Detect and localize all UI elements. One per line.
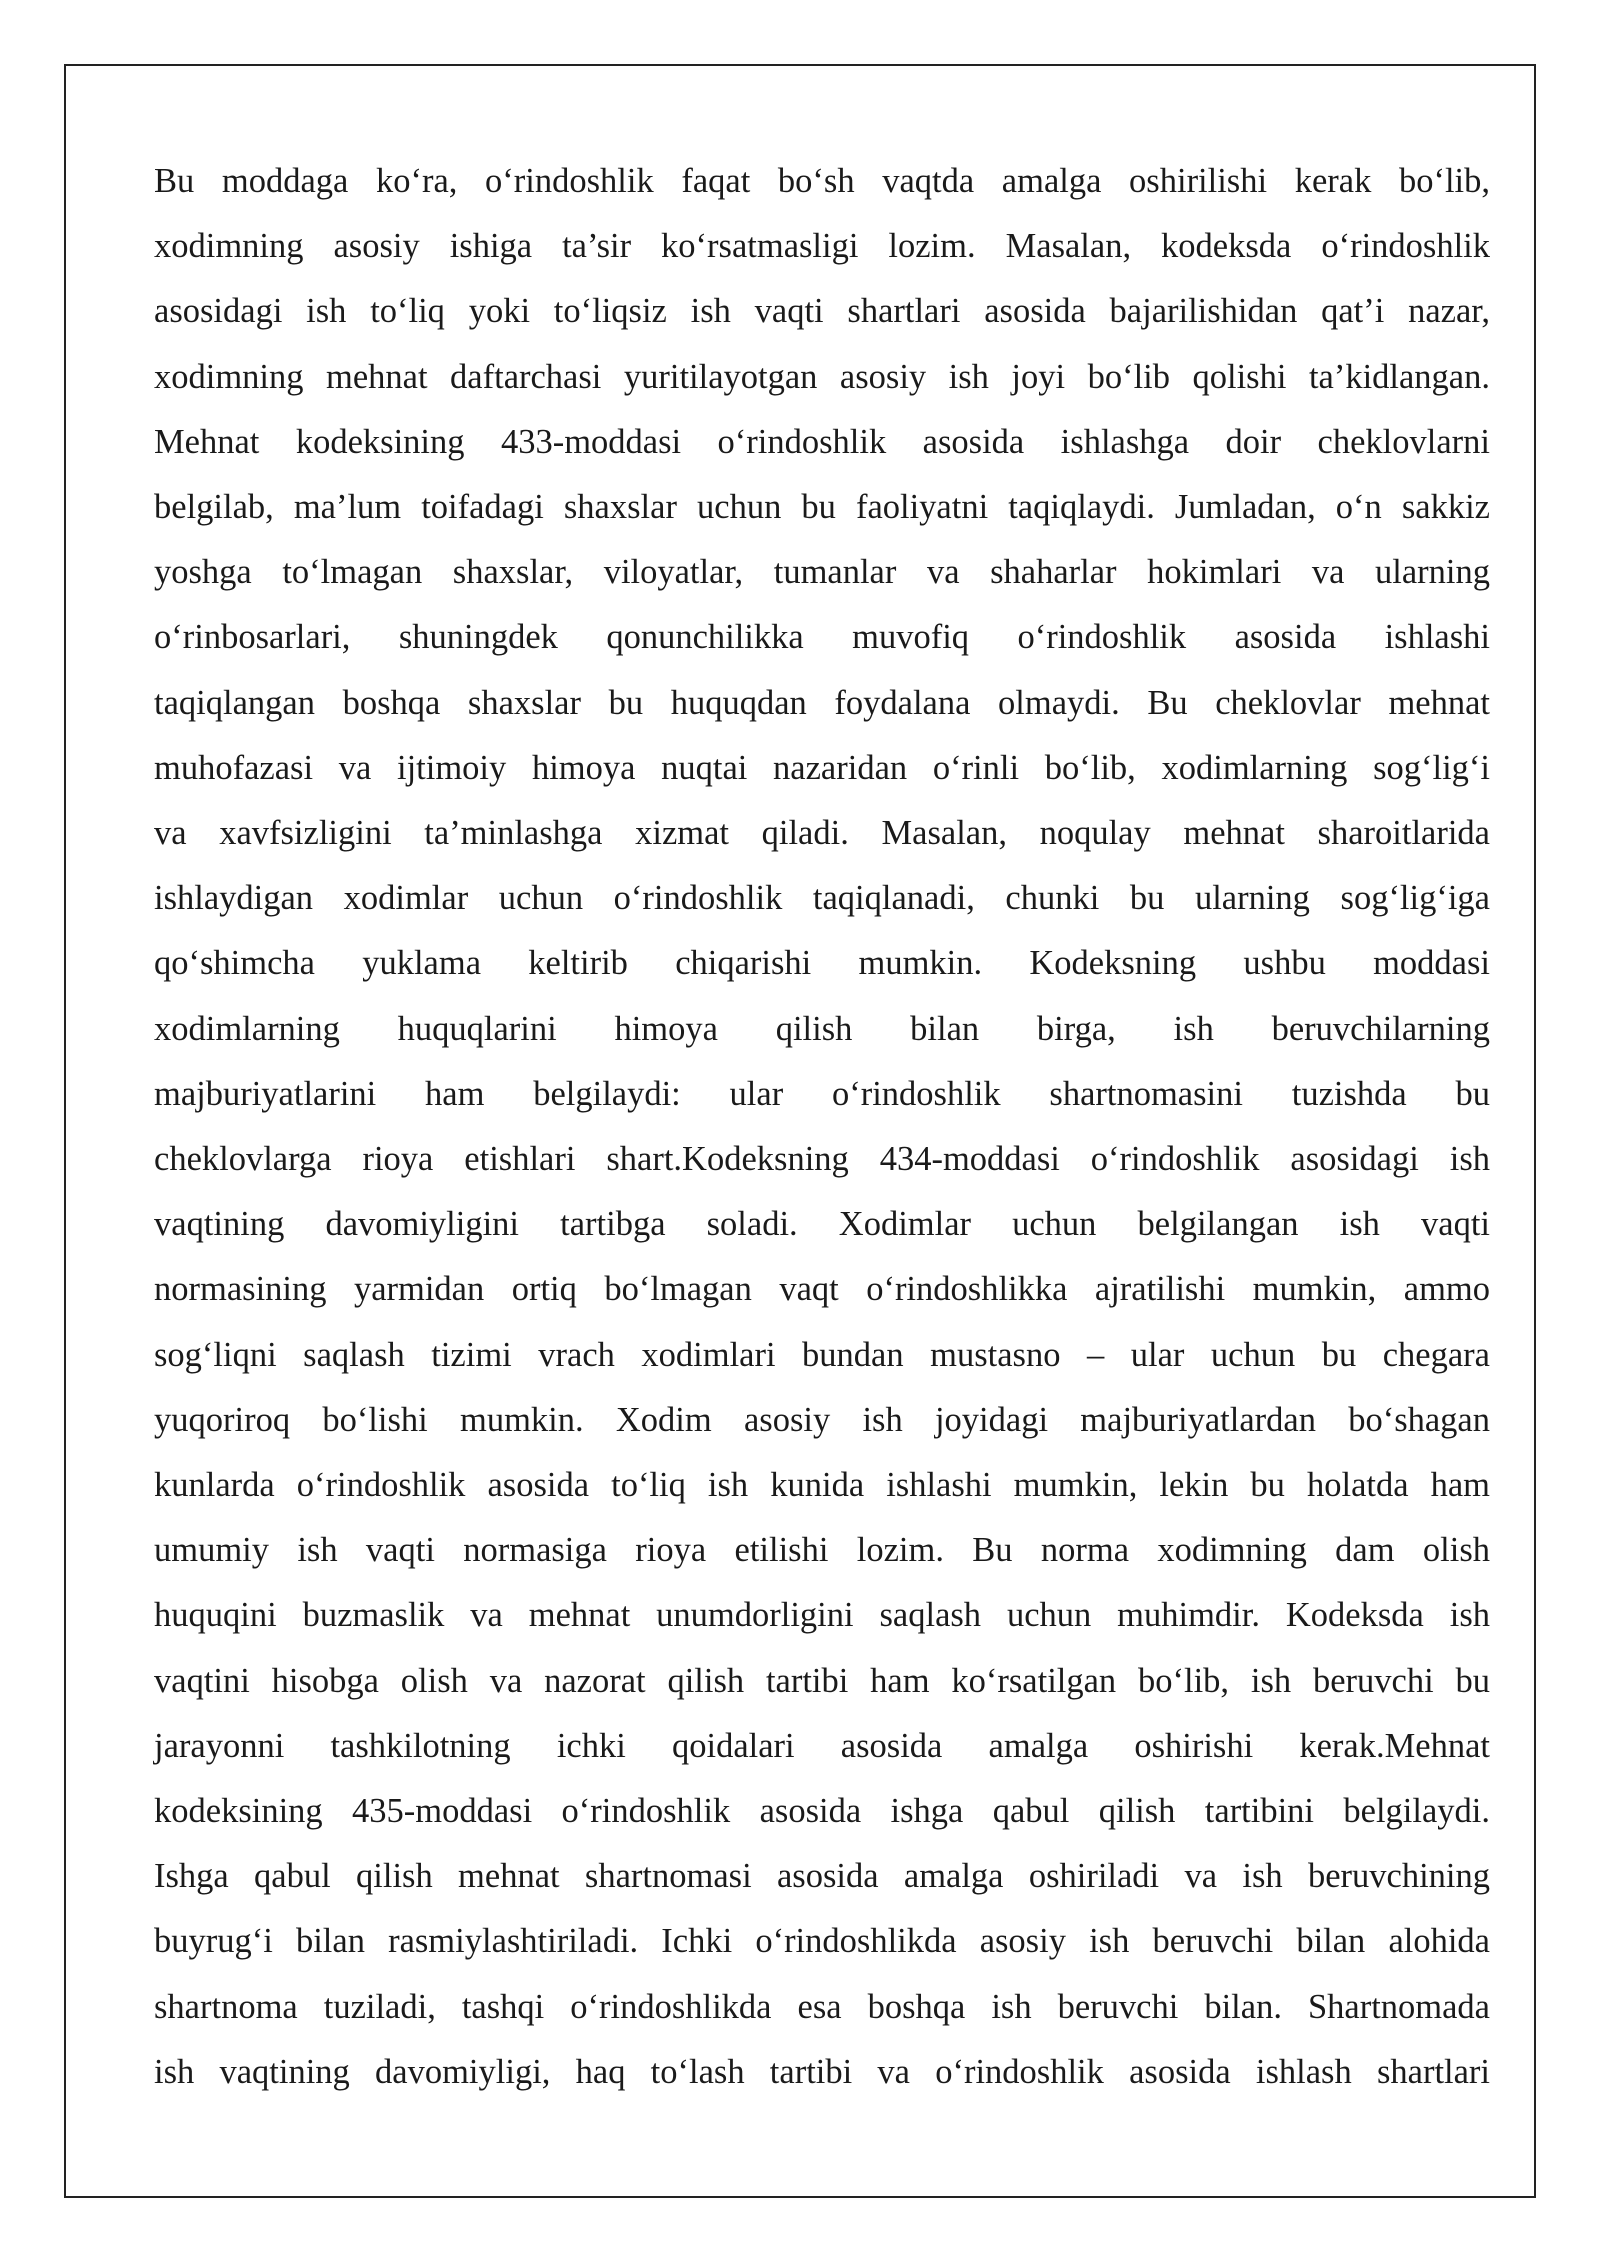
text-line: kodeksining 435-moddasi o‘rindoshlik asosida ishga qabul qilish tartibini belgilaydi. [154, 1792, 1490, 1831]
text-line: va xavfsizligini ta’minlashga xizmat qiladi. Masalan, noqulay mehnat sharoitlarida [154, 814, 1490, 853]
text-line: sog‘liqni saqlash tizimi vrach xodimlari bundan mustasno – ular uchun bu chegara [154, 1335, 1490, 1374]
document-body-text [154, 149, 1490, 2105]
text-line: majburiyatlarini ham belgilaydi: ular o‘rindoshlik shartnomasini tuzishda bu [154, 1074, 1490, 1113]
text-line: jarayonni tashkilotning ichki qoidalari asosida amalga oshirishi kerak.Mehnat [154, 1726, 1490, 1765]
text-line: qo‘shimcha yuklama keltirib chiqarishi mumkin. Kodeksning ushbu moddasi [154, 944, 1490, 983]
text-line: umumiy ish vaqti normasiga rioya etilishi lozim. Bu norma xodimning dam olish [154, 1531, 1490, 1570]
text-line: huquqini buzmaslik va mehnat unumdorligini saqlash uchun muhimdir. Kodeksda ish [154, 1596, 1490, 1635]
text-line: ish vaqtining davomiyligi, haq to‘lash tartibi va o‘rindoshlik asosida ishlash shartlari [154, 2052, 1490, 2091]
text-line: yoshga to‘lmagan shaxslar, viloyatlar, tumanlar va shaharlar hokimlari va ularning [154, 553, 1490, 592]
text-line: xodimlarning huquqlarini himoya qilish bilan birga, ish beruvchilarning [154, 1009, 1490, 1048]
text-line: asosidagi ish to‘liq yoki to‘liqsiz ish vaqti shartlari asosida bajarilishidan qat’i nazar, [154, 292, 1490, 331]
text-line: normasining yarmidan ortiq bo‘lmagan vaqt o‘rindoshlikka ajratilishi mumkin, ammo [154, 1270, 1490, 1309]
text-line: o‘rinbosarlari, shuningdek qonunchilikka muvofiq o‘rindoshlik asosida ishlashi [154, 618, 1490, 657]
text-line: kunlarda o‘rindoshlik asosida to‘liq ish kunida ishlashi mumkin, lekin bu holatda ham [154, 1466, 1490, 1505]
text-line: vaqtining davomiyligini tartibga soladi. Xodimlar uchun belgilangan ish vaqti [154, 1205, 1490, 1244]
text-line: shartnoma tuziladi, tashqi o‘rindoshlikda esa boshqa ish beruvchi bilan. Shartnomada [154, 1987, 1490, 2026]
text-line: Bu moddaga ko‘ra, o‘rindoshlik faqat bo‘sh vaqtda amalga oshirilishi kerak bo‘lib, [154, 162, 1490, 200]
text-line: ishlaydigan xodimlar uchun o‘rindoshlik taqiqlanadi, chunki bu ularning sog‘lig‘iga [154, 879, 1490, 918]
text-line: cheklovlarga rioya etishlari shart.Kodeksning 434-moddasi o‘rindoshlik asosidagi ish [154, 1140, 1490, 1179]
text-line: belgilab, ma’lum toifadagi shaxslar uchun bu faoliyatni taqiqlaydi. Jumladan, o‘n sakkiz [154, 488, 1490, 527]
text-line: vaqtini hisobga olish va nazorat qilish tartibi ham ko‘rsatilgan bo‘lib, ish beruvchi bu [154, 1661, 1490, 1700]
text-line: Mehnat kodeksining 433-moddasi o‘rindoshlik asosida ishlashga doir cheklovlarni [154, 422, 1490, 461]
text-line: yuqoriroq bo‘lishi mumkin. Xodim asosiy ish joyidagi majburiyatlardan bo‘shagan [154, 1400, 1490, 1439]
text-line: muhofazasi va ijtimoiy himoya nuqtai nazaridan o‘rinli bo‘lib, xodimlarning sog‘lig‘i [154, 748, 1490, 787]
text-line: buyrug‘i bilan rasmiylashtiriladi. Ichki o‘rindoshlikda asosiy ish beruvchi bilan alohida [154, 1922, 1490, 1961]
text-line: Ishga qabul qilish mehnat shartnomasi asosida amalga oshiriladi va ish beruvchining [154, 1857, 1490, 1896]
text-line: xodimning mehnat daftarchasi yuritilayotgan asosiy ish joyi bo‘lib qolishi ta’kidlangan. [154, 357, 1490, 396]
text-line: xodimning asosiy ishiga ta’sir ko‘rsatmasligi lozim. Masalan, kodeksda o‘rindoshlik [154, 227, 1490, 266]
text-line: taqiqlangan boshqa shaxslar bu huquqdan foydalana olmaydi. Bu cheklovlar mehnat [154, 683, 1490, 722]
